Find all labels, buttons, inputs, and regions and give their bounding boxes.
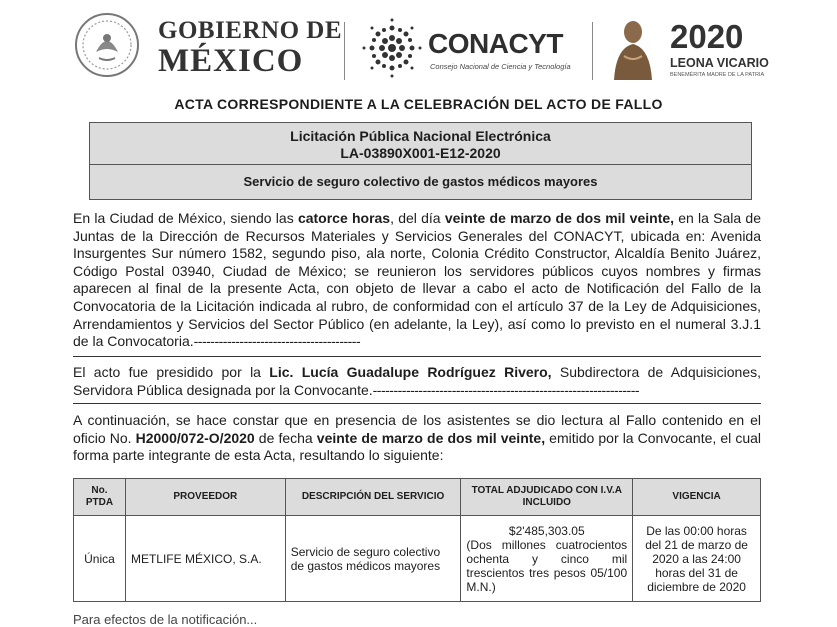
p2-text-2: Subdirectora de Adquisiciones, Servidora Pública designada por la Convocante.: [73, 364, 761, 398]
p2-text-1: El acto fue presidido por la: [73, 364, 270, 380]
rule-line: [73, 403, 761, 404]
p1-bold-hour: catorce horas: [297, 210, 391, 226]
th-proveedor: PROVEEDOR: [125, 479, 285, 516]
fallo-table: [73, 478, 761, 602]
p3-bold-oficio: H2000/072-O/2020: [135, 429, 255, 446]
paragraph-3: [73, 412, 761, 465]
cell-total: [461, 516, 633, 602]
p1-text-2: , del día: [390, 210, 445, 226]
licitacion-box: [89, 122, 752, 200]
header: [70, 8, 770, 86]
total-words: (Dos millones cuatrocientos ochenta y cinco mil trescientos tres pesos 05/100 M.N.): [466, 537, 628, 594]
p1-dashes: ----------------------------------------: [193, 333, 361, 350]
header-divider: [344, 22, 345, 80]
th-descripcion: DESCRIPCIÓN DEL SERVICIO: [285, 479, 461, 516]
cell-partida: Única: [74, 516, 126, 602]
conacyt-subtitle: Consejo Nacional de Ciencia y Tecnología: [430, 62, 571, 71]
year-2020: 2020: [670, 18, 744, 55]
licitacion-type: Licitación Pública Nacional Electrónica: [290, 128, 551, 144]
p1-bold-date: veinte de marzo de dos mil veinte,: [444, 210, 675, 226]
p2-bold-name: Lic. Lucía Guadalupe Rodríguez Rivero,: [269, 364, 552, 380]
cell-vigencia: De las 00:00 horas del 21 de marzo de 2020 a las 24:00 horas del 31 de diciembre de 2020: [633, 516, 761, 602]
document-title: ACTA CORRESPONDIENTE A LA CELEBRACIÓN DEL ACTO DE FALLO: [174, 96, 663, 112]
th-vigencia: VIGENCIA: [633, 479, 761, 516]
header-divider: [592, 22, 593, 80]
p3-text-3: emitido por la Convocante, el cual forma parte integrante de esta Acta, resultando lo siguiente:: [73, 429, 761, 464]
table-header-row: [74, 479, 761, 516]
conacyt-dots-icon: [360, 16, 424, 80]
licitacion-header: [90, 123, 751, 165]
licitacion-number: LA-03890X001-E12-2020: [340, 145, 501, 161]
mexico-seal-icon: [74, 12, 140, 78]
gobierno-line2: MÉXICO: [158, 43, 304, 79]
p3-text-1: A continuación, se hace constar que en presencia de los asistentes se dio lectura al Fallo contenido en el oficio No.: [73, 412, 761, 446]
p1-text-3: en la Sala de Juntas de la Dirección de Recursos Materiales y Servicios Generales del CONACYT, ubicada en: Avenida Insurgentes Sur número 1582, segundo piso, ala norte, Colonia Crédito Constructor, Alcaldía Benito Juárez, Código Postal 03940, Ciudad de México; se reunieron los servidores públicos cuyos nombres y firmas aparecen al final de la presente Acta, con objeto de llevar a cabo el acto de Notificación del Fallo de la Convocatoria de la Licitación indicada al rubro, de conformidad con el artículo 37 de la Ley de Adquisiciones, Arrendamientos y Servicios del Sector Público (en adelante, la Ley), así como lo previsto en el numeral 3.J.1 de la Convocatoria.: [73, 210, 761, 350]
gobierno-line1: GOBIERNO DE: [158, 17, 343, 44]
gobierno-mexico-logo: [158, 18, 342, 78]
leona-vicario-subtitle: BENEMÉRITA MADRE DE LA PATRIA: [670, 72, 765, 78]
p2-dashes: ----------------------------------------------------------------: [372, 381, 640, 398]
total-amount: $2'485,303.05: [508, 523, 585, 538]
licitacion-service: Servicio de seguro colectivo de gastos médicos mayores: [243, 174, 598, 189]
th-total: TOTAL ADJUDICADO CON I.V.A INCLUIDO: [461, 479, 633, 516]
paragraph-2: [73, 364, 761, 399]
p3-bold-date: veinte de marzo de dos mil veinte,: [316, 429, 546, 446]
p3-text-2: de fecha: [254, 429, 317, 446]
paragraph-1: [73, 210, 761, 351]
cell-descripcion: Servicio de seguro colectivo de gastos médicos mayores: [285, 516, 461, 602]
table-row: [74, 516, 761, 602]
footer-partial-text: Para efectos de la notificación...: [73, 612, 258, 627]
p1-text-1: En la Ciudad de México, siendo las: [73, 210, 298, 226]
leona-vicario-label: LEONA VICARIO: [670, 56, 769, 70]
rule-line: [73, 356, 761, 357]
th-partida: No. PTDA: [74, 479, 126, 516]
conacyt-wordmark: CONACYT: [428, 28, 563, 59]
cell-proveedor: METLIFE MÉXICO, S.A.: [125, 516, 285, 602]
leona-vicario-portrait-icon: [606, 16, 660, 80]
